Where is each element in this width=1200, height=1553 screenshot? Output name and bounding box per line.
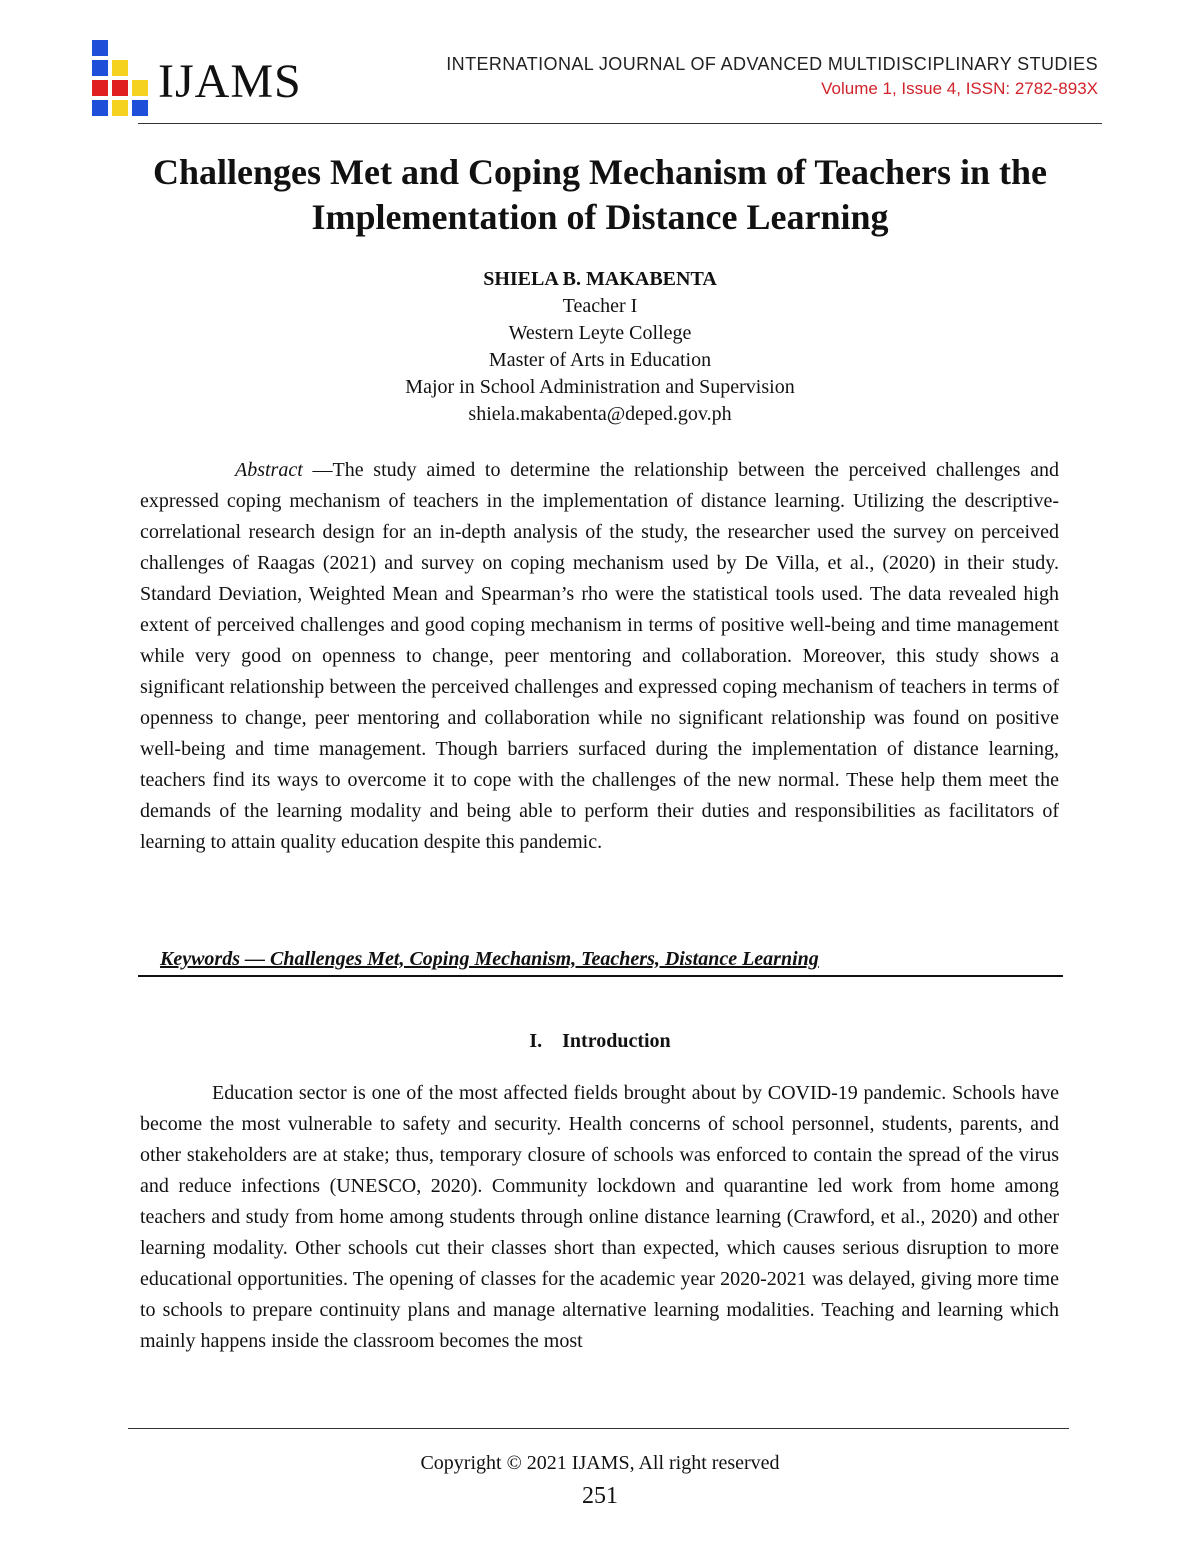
introduction-body: Education sector is one of the most affected fields brought about by COVID-19 pandemic. Schools have become the most vulnerable to safety and security. Health concerns of school personnel, students, parents, and other stakeholders are at stake; thus, temporary closure of schools was enforced to contain the spread of the virus and reduce infections (UNESCO, 2020). Community lockdown and quarantine led work from home among teachers and study from home among students through online distance learning (Crawford, et al., 2020) and other learning modality. Other schools cut their classes short than expected, which causes serious disruption to more educational opportunities. The opening of classes for the academic year 2020-2021 was delayed, giving more time to schools to prepare continuity plans and manage alternative learning modalities. Teaching and learning which mainly happens inside the classroom becomes the most — [140, 1082, 1059, 1352]
section-title: Introduction — [562, 1030, 671, 1052]
section-heading — [0, 1030, 1200, 1053]
header-divider — [138, 123, 1102, 124]
journal-logo — [90, 38, 320, 118]
logo-square — [112, 100, 128, 116]
introduction-text — [140, 1078, 1059, 1357]
author-major: Major in School Administration and Supervision — [405, 376, 795, 398]
page-number: 251 — [582, 1483, 618, 1509]
journal-issue-info: Volume 1, Issue 4, ISSN: 2782-893X — [821, 79, 1098, 98]
logo-square — [92, 40, 108, 56]
logo-square — [132, 80, 148, 96]
author-email: shiela.makabenta@deped.gov.ph — [468, 403, 732, 425]
logo-square — [92, 100, 108, 116]
abstract-label: Abstract — [235, 459, 303, 481]
section-number: I. — [529, 1030, 543, 1052]
logo-square — [92, 80, 108, 96]
logo-square — [132, 100, 148, 116]
copyright-notice: Copyright © 2021 IJAMS, All right reserved — [420, 1452, 780, 1474]
abstract-text: —The study aimed to determine the relationship between the perceived challenges and expressed coping mechanism of teachers in the implementation of distance learning. Utilizing the descriptive-correlational research design for an in-depth analysis of the study, the researcher used the survey on perceived challenges of Raagas (2021) and survey on coping mechanism used by De Villa, et al., (2020) in their study. Standard Deviation, Weighted Mean and Spearman’s rho were the statistical tools used. The data revealed high extent of perceived challenges and good coping mechanism in terms of positive well-being and time management while very good on openness to change, peer mentoring and collaboration. Moreover, this study shows a significant relationship between the perceived challenges and expressed coping mechanism of teachers in terms of openness to change, peer mentoring and collaboration while no significant relationship was found on positive well-being and time management. Though barriers surfaced during the implementation of distance learning, teachers find its ways to overcome it to cope with the challenges of the new normal. These help them meet the demands of the learning modality and being able to perform their duties and responsibilities as facilitators of learning to attain quality education despite this pandemic. — [140, 459, 1059, 853]
logo-square — [112, 80, 128, 96]
author-institution: Western Leyte College — [508, 322, 692, 344]
author-degree: Master of Arts in Education — [488, 349, 712, 371]
keywords: Keywords — Challenges Met, Coping Mechanism, Teachers, Distance Learning — [160, 948, 819, 970]
footer-divider — [128, 1428, 1069, 1429]
author-block — [200, 266, 1000, 428]
logo-square — [112, 60, 128, 76]
journal-name: INTERNATIONAL JOURNAL OF ADVANCED MULTIDISCIPLINARY STUDIES — [446, 54, 1098, 74]
abstract — [140, 455, 1059, 858]
logo-wordmark: IJAMS — [158, 55, 302, 108]
author-name: SHIELA B. MAKABENTA — [483, 268, 717, 290]
logo-square — [92, 60, 108, 76]
paper-title: Challenges Met and Coping Mechanism of Teachers in the Implementation of Distance Learning — [152, 152, 1048, 237]
journal-header — [446, 54, 1098, 99]
keywords-divider — [138, 975, 1063, 977]
author-position: Teacher I — [562, 295, 638, 317]
